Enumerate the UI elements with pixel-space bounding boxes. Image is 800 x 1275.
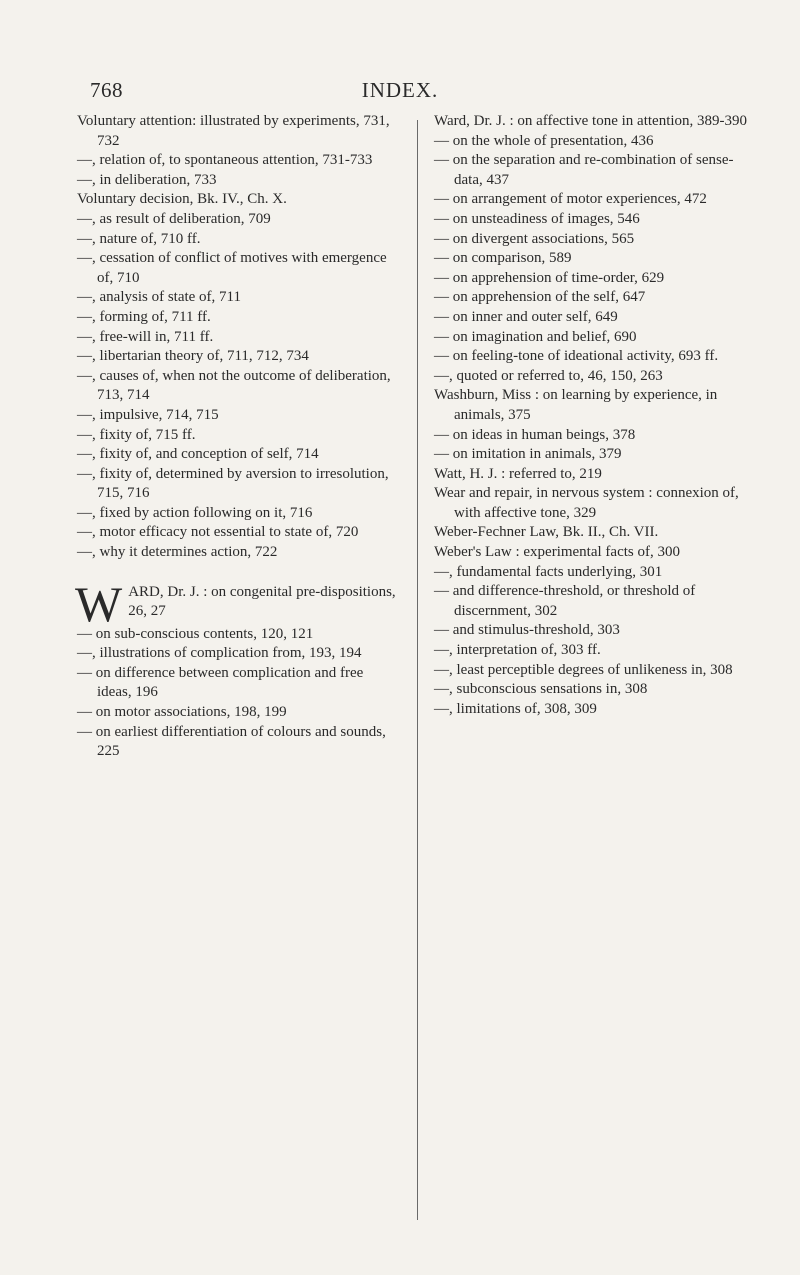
index-entry: —, fixed by action following on it, 716 — [77, 504, 313, 521]
index-entry: Voluntary attention: illustrated by experiments, 731, 732 — [77, 113, 390, 149]
index-entry: —, least perceptible degrees of unlikeness in, 308 — [434, 661, 733, 678]
index-entry: —, nature of, 710 ff. — [77, 230, 201, 247]
index-entry: —, in deliberation, 733 — [77, 171, 217, 188]
page-number: 768 — [90, 78, 123, 102]
index-entry: —, as result of deliberation, 709 — [77, 210, 271, 227]
index-entry: — on imagination and belief, 690 — [434, 328, 637, 345]
index-entry: —, cessation of conflict of motives with emergence of, 710 — [77, 250, 387, 286]
index-entry: — on apprehension of time-order, 629 — [434, 269, 665, 286]
right-column — [434, 112, 754, 719]
index-entry: — on earliest differentiation of colours and sounds, 225 — [77, 723, 386, 760]
index-entry: — on comparison, 589 — [434, 250, 572, 267]
index-entry: — on imitation in animals, 379 — [434, 446, 622, 463]
index-entry: — on difference between complication and free ideas, 196 — [77, 664, 364, 701]
index-entry: —, fundamental facts underlying, 301 — [434, 563, 663, 580]
index-entry: —, libertarian theory of, 711, 712, 734 — [77, 348, 309, 365]
index-entry: — on motor associations, 198, 199 — [77, 704, 287, 721]
index-entry: —, limitations of, 308, 309 — [434, 700, 597, 717]
index-entry: Washburn, Miss : on learning by experience, in animals, 375 — [434, 387, 718, 423]
index-entry: — on divergent associations, 565 — [434, 230, 635, 247]
ward-first-entry: ARD, Dr. J. : on congenital pre-dispositions, 26, 27 — [128, 583, 396, 620]
index-entry: Weber's Law : experimental facts of, 300 — [434, 544, 680, 561]
index-entry: —, fixity of, 715 ff. — [77, 426, 196, 443]
index-entry: —, fixity of, and conception of self, 714 — [77, 446, 319, 463]
index-entry: —, why it determines action, 722 — [77, 544, 278, 561]
index-entry: —, motor efficacy not essential to state of, 720 — [77, 524, 359, 541]
index-entry: —, forming of, 711 ff. — [77, 308, 211, 325]
index-entry: —, interpretation of, 303 ff. — [434, 642, 601, 659]
column-divider — [417, 120, 418, 1220]
index-entry: — and difference-threshold, or threshold of discernment, 302 — [434, 583, 696, 619]
ward-entry-block — [75, 575, 397, 762]
left-column — [77, 112, 397, 762]
index-entry: — on feeling-tone of ideational activity, 693 ff. — [434, 348, 719, 365]
index-entry: — on ideas in human beings, 378 — [434, 426, 636, 443]
index-entry: — on unsteadiness of images, 546 — [434, 210, 640, 227]
index-entry: —, subconscious sensations in, 308 — [434, 681, 648, 698]
index-entry: —, quoted or referred to, 46, 150, 263 — [434, 367, 663, 384]
index-entry: — and stimulus-threshold, 303 — [434, 622, 620, 639]
index-entry: —, causes of, when not the outcome of deliberation, 713, 714 — [77, 367, 391, 404]
running-head: INDEX. — [361, 78, 439, 102]
drop-cap: W — [75, 575, 123, 632]
index-entry: — on the whole of presentation, 436 — [434, 132, 654, 149]
index-entry: Ward, Dr. J. : on affective tone in attention, 389-390 — [434, 113, 748, 129]
index-entry: Wear and repair, in nervous system : connexion of, with affective tone, 329 — [434, 485, 739, 521]
index-entry: —, impulsive, 714, 715 — [77, 406, 219, 423]
index-entry: Weber-Fechner Law, Bk. II., Ch. VII. — [434, 524, 659, 541]
index-entry: Voluntary decision, Bk. IV., Ch. X. — [77, 191, 287, 208]
left-entries — [77, 112, 397, 563]
index-entry: —, relation of, to spontaneous attention, 731-733 — [77, 152, 373, 169]
index-entry: — on apprehension of the self, 647 — [434, 289, 646, 306]
index-entry: — on inner and outer self, 649 — [434, 308, 618, 325]
index-entry: — on arrangement of motor experiences, 472 — [434, 191, 707, 208]
index-entry: —, illustrations of complication from, 193, 194 — [77, 645, 362, 662]
index-entry: —, free-will in, 711 ff. — [77, 328, 214, 345]
ward-entries — [77, 625, 397, 762]
right-entries — [434, 112, 754, 719]
index-entry: —, analysis of state of, 711 — [77, 289, 241, 306]
index-entry: —, fixity of, determined by aversion to irresolution, 715, 716 — [77, 465, 389, 502]
index-entry: — on the separation and re-combination of sense-data, 437 — [434, 152, 734, 188]
index-entry: Watt, H. J. : referred to, 219 — [434, 465, 602, 482]
index-entry: — on sub-conscious contents, 120, 121 — [77, 625, 314, 642]
